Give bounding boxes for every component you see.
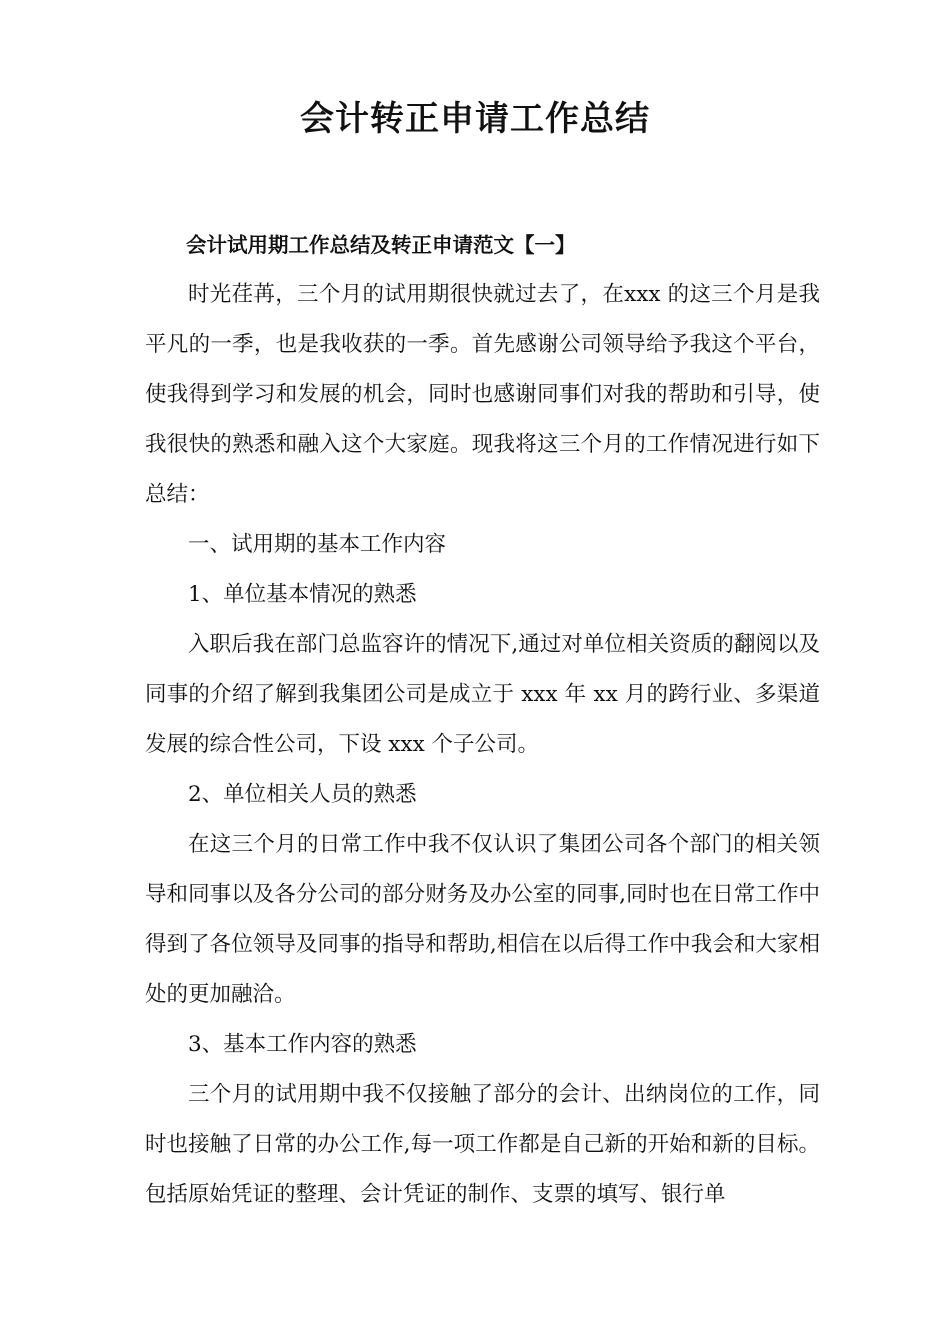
paragraph-unit-people: 在这三个月的日常工作中我不仅认识了集团公司各个部门的相关领导和同事以及各分公司的部分财务及办公室的同事,同时也在日常工作中得到了各位领导及同事的指导和帮助,相信在以后得工作中我会和大家相处的更加融洽。 xyxy=(145,832,820,1007)
paragraph-work-content: 三个月的试用期中我不仅接触了部分的会计、出纳岗位的工作，同时也接触了日常的办公工作,每一项工作都是自己新的开始和新的目标。包括原始凭证的整理、会计凭证的制作、支票的填写、银行单 xyxy=(145,1082,820,1207)
paragraph-unit-basics: 入职后我在部门总监容许的情况下,通过对单位相关资质的翻阅以及同事的介绍了解到我集团公司是成立于 xxx 年 xx 月的跨行业、多渠道发展的综合性公司，下设 xxx 个子公司。 xyxy=(145,632,820,757)
subheading-work-content: 3、基本工作内容的熟悉 xyxy=(188,1032,417,1057)
subheading-unit-basics: 1、单位基本情况的熟悉 xyxy=(188,582,417,607)
document-title: 会计转正申请工作总结 xyxy=(300,99,650,139)
section-heading: 会计试用期工作总结及转正申请范文【一】 xyxy=(186,233,576,257)
paragraph-intro: 时光荏苒，三个月的试用期很快就过去了，在xxx 的这三个月是我平凡的一季，也是我收获的一季。首先感谢公司领导给予我这个平台，使我得到学习和发展的机会，同时也感谢同事们对我的帮助和引导，使我很快的熟悉和融入这个大家庭。现我将这三个月的工作情况进行如下总结： xyxy=(145,282,820,507)
subheading-basic-work: 一、试用期的基本工作内容 xyxy=(188,532,447,557)
subheading-unit-people: 2、单位相关人员的熟悉 xyxy=(188,782,417,807)
document-body xyxy=(145,220,820,1220)
